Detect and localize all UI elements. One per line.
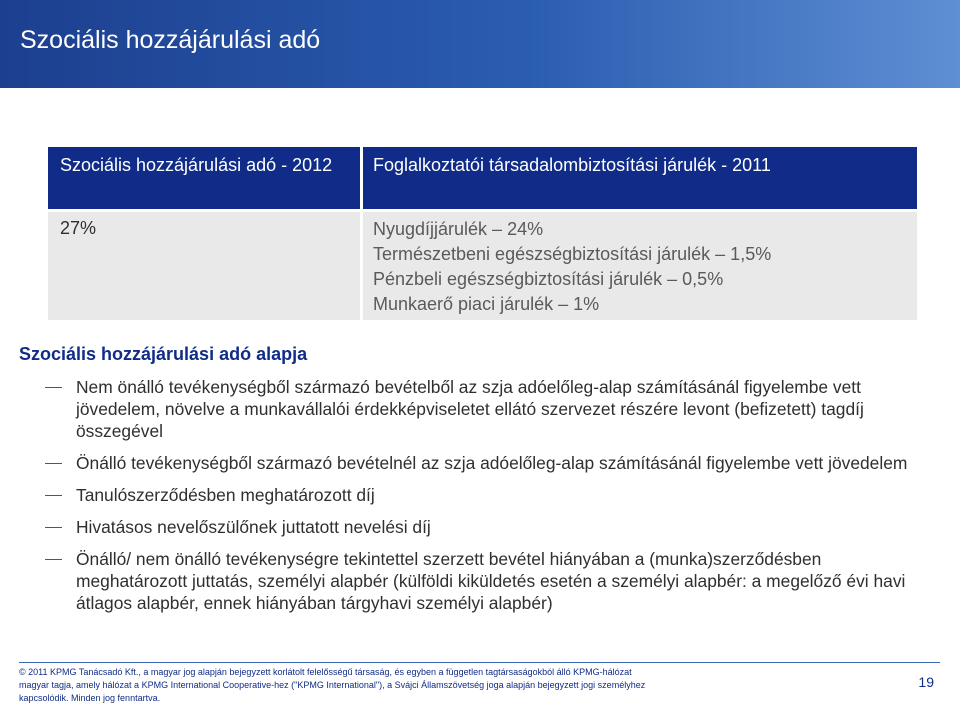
page-number: 19 — [918, 674, 934, 690]
list-item — [45, 484, 925, 506]
dash-bullet-icon — [45, 527, 62, 528]
list-item-text: Nem önálló tevékenységből származó bevételből az szja adóelőleg-alap számításánál figyelembe vett jövedelem, növelve a munkavállalói érdekképviseletet ellátó szervezet részére levont (befizetett) tagdíj összegével — [76, 377, 864, 441]
table-header-right: Foglalkoztatói társadalombiztosítási járulék - 2011 — [363, 147, 917, 209]
component-line: Természetbeni egészségbiztosítási járulék – 1,5% — [373, 244, 772, 264]
table-cell-components — [363, 212, 917, 320]
dash-bullet-icon — [45, 559, 62, 560]
list-item — [45, 516, 925, 538]
footer-legal-text: © 2011 KPMG Tanácsadó Kft., a magyar jog alapján bejegyzett korlátolt felelősségű társaság, és egyben a független tagtársaságokból álló KPMG-hálózat magyar tagja, amely hálózat a KPMG International Cooperative-hez ("KPMG International"), a Svájci Államszövetség joga alapján bejegyzett jogi személyhez kapcsolódik. Minden jog fenntartva. — [19, 667, 646, 703]
section-heading: Szociális hozzájárulási adó alapja — [19, 344, 308, 364]
list-item — [45, 548, 925, 614]
dash-bullet-icon — [45, 463, 62, 464]
list-item-text: Önálló tevékenységből származó bevételnél az szja adóelőleg-alap számításánál figyelembe vett jövedelem — [76, 453, 908, 473]
table-header-left: Szociális hozzájárulási adó - 2012 — [48, 147, 360, 209]
list-item-text: Hivatásos nevelőszülőnek juttatott nevelési díj — [76, 517, 431, 537]
component-line: Pénzbeli egészségbiztosítási járulék – 0,5% — [373, 269, 724, 289]
title-bar — [0, 0, 960, 88]
footer-divider — [19, 662, 940, 663]
table-cell-rate: 27% — [48, 212, 360, 320]
list-item — [45, 452, 925, 474]
list-item — [45, 376, 925, 442]
bullet-list — [45, 376, 925, 624]
component-line: Munkaerő piaci járulék – 1% — [373, 294, 600, 314]
dash-bullet-icon — [45, 387, 62, 388]
component-line: Nyugdíjjárulék – 24% — [373, 219, 544, 239]
contribution-table — [48, 147, 917, 320]
slide-title: Szociális hozzájárulási adó — [20, 26, 321, 54]
list-item-text: Tanulószerződésben meghatározott díj — [76, 485, 375, 505]
dash-bullet-icon — [45, 495, 62, 496]
list-item-text: Önálló/ nem önálló tevékenységre tekintettel szerzett bevétel hiányában a (munka)szerződésben meghatározott juttatás, személyi alapbér (külföldi kiküldetés esetén a személyi alapbér: a megelőző évi havi átlagos alapbér, ennek hiányában tárgyhavi személyi alapbér) — [76, 549, 906, 613]
